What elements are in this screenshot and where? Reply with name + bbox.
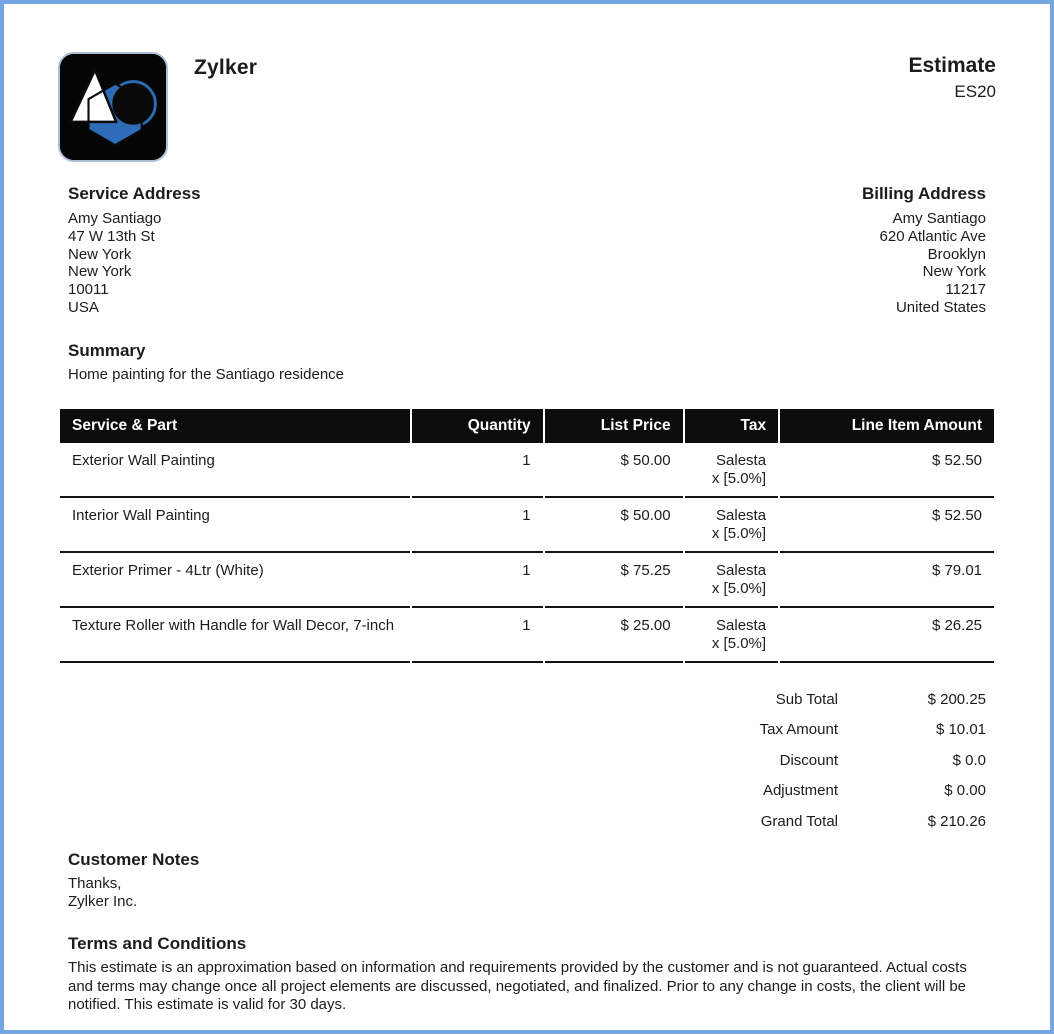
total-value: $ 0.00 xyxy=(944,782,986,800)
service-address xyxy=(68,184,201,317)
total-value: $ 200.25 xyxy=(927,690,986,708)
summary-section xyxy=(68,341,986,383)
column-header-tax: Tax xyxy=(685,409,779,443)
amount-cell: $ 79.01 xyxy=(780,553,994,608)
grand-total-row xyxy=(68,813,986,830)
address-line: 11217 xyxy=(945,281,986,299)
tax-cell xyxy=(685,498,779,553)
amount-cell: $ 52.50 xyxy=(780,498,994,553)
total-value: $ 0.0 xyxy=(952,751,986,769)
column-header-quantity: Quantity xyxy=(412,409,543,443)
total-value: $ 210.26 xyxy=(927,812,986,830)
total-label: Discount xyxy=(779,751,838,769)
adjustment-row xyxy=(68,782,986,799)
terms-section xyxy=(68,934,986,1015)
column-header-line-item-amount: Line Item Amount xyxy=(780,409,994,443)
header xyxy=(58,52,996,162)
amount-cell: $ 26.25 xyxy=(780,608,994,663)
column-header-list-price: List Price xyxy=(545,409,683,443)
tax-cell xyxy=(685,608,779,663)
amount-cell: $ 52.50 xyxy=(780,443,994,498)
address-line: New York xyxy=(922,263,986,281)
address-line: New York xyxy=(68,263,132,281)
list-price-cell: $ 50.00 xyxy=(545,498,683,553)
quantity-cell: 1 xyxy=(412,498,543,553)
item-name-cell: Texture Roller with Handle for Wall Decor, 7-inch xyxy=(60,608,410,663)
list-price-cell: $ 25.00 xyxy=(545,608,683,663)
customer-notes-section xyxy=(68,850,986,911)
address-line: New York xyxy=(68,245,132,263)
note-line: Zylker Inc. xyxy=(68,892,138,910)
address-line: USA xyxy=(68,298,99,316)
tax-cell xyxy=(685,553,779,608)
total-label: Sub Total xyxy=(775,690,838,708)
address-line: 10011 xyxy=(68,281,109,299)
address-line: Amy Santiago xyxy=(68,210,162,227)
customer-notes-heading: Customer Notes xyxy=(68,849,200,869)
table-row xyxy=(60,553,994,608)
discount-row xyxy=(68,752,986,769)
document-number: ES20 xyxy=(954,82,996,101)
service-address-heading: Service Address xyxy=(68,184,201,203)
total-label: Tax Amount xyxy=(759,721,838,739)
line-items-table xyxy=(58,409,996,663)
list-price-cell: $ 50.00 xyxy=(545,443,683,498)
address-line: Amy Santiago xyxy=(892,210,986,227)
total-label: Adjustment xyxy=(762,782,838,800)
total-value: $ 10.01 xyxy=(935,721,986,739)
subtotal-row xyxy=(68,691,986,708)
document-meta xyxy=(908,54,996,102)
summary-text: Home painting for the Santiago residence xyxy=(68,365,345,383)
list-price-cell: $ 75.25 xyxy=(545,553,683,608)
billing-address-heading: Billing Address xyxy=(861,184,986,203)
tax-name: Salesta xyxy=(716,506,767,524)
company-name: Zylker xyxy=(194,56,258,79)
tax-name: Salesta xyxy=(716,561,767,579)
tax-cell xyxy=(685,443,779,498)
table-row xyxy=(60,443,994,498)
document-title: Estimate xyxy=(908,54,996,77)
address-line: 620 Atlantic Ave xyxy=(879,227,986,245)
tax-rate: x [5.0%] xyxy=(711,524,767,542)
page xyxy=(4,4,1050,1035)
quantity-cell: 1 xyxy=(412,608,543,663)
totals-section xyxy=(68,691,986,830)
billing-address xyxy=(862,184,986,317)
summary-heading: Summary xyxy=(68,340,146,360)
tax-rate: x [5.0%] xyxy=(711,579,767,597)
column-header-service-part: Service & Part xyxy=(60,409,410,443)
tax-rate: x [5.0%] xyxy=(711,634,767,652)
item-name-cell: Exterior Wall Painting xyxy=(60,443,410,498)
address-line: 47 W 13th St xyxy=(68,227,155,245)
brand xyxy=(58,52,257,162)
quantity-cell: 1 xyxy=(412,443,543,498)
item-name-cell: Interior Wall Painting xyxy=(60,498,410,553)
addresses xyxy=(68,184,986,317)
quantity-cell: 1 xyxy=(412,553,543,608)
terms-text: This estimate is an approximation based on information and requirements provided by the customer and is not guaranteed. Actual costs and terms may change once all project elements are discussed, negotiated, and finalized. Prior to any change in costs, the client will be notified. This estimate is valid for 30 days. xyxy=(68,959,967,1014)
tax-amount-row xyxy=(68,721,986,738)
table-header xyxy=(60,409,994,443)
logo-shapes-icon xyxy=(60,54,166,160)
address-line: United States xyxy=(895,298,986,316)
terms-heading: Terms and Conditions xyxy=(68,934,247,954)
table-row xyxy=(60,608,994,663)
tax-name: Salesta xyxy=(716,616,767,634)
note-line: Thanks, xyxy=(68,874,122,892)
tax-rate: x [5.0%] xyxy=(711,469,767,487)
tax-name: Salesta xyxy=(716,451,767,469)
table-row xyxy=(60,498,994,553)
address-line: Brooklyn xyxy=(927,245,986,263)
total-label: Grand Total xyxy=(760,812,838,830)
item-name-cell: Exterior Primer - 4Ltr (White) xyxy=(60,553,410,608)
company-logo xyxy=(58,52,168,162)
